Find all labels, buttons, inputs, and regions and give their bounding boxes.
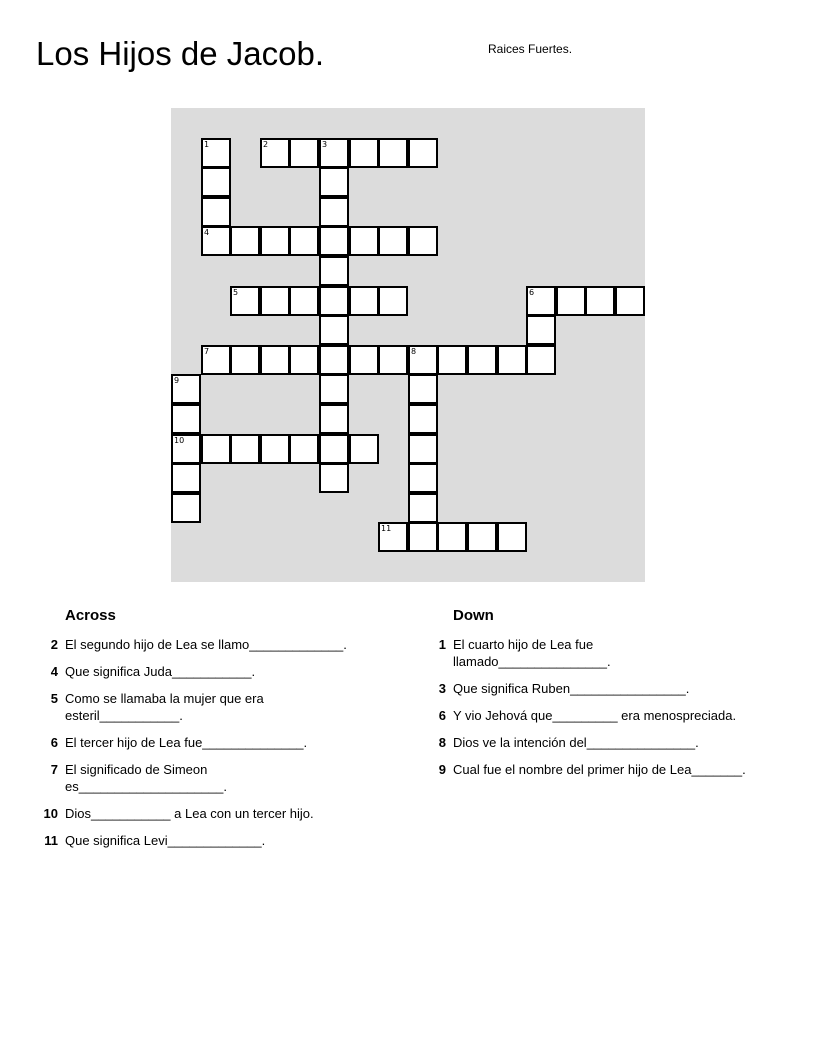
- crossword-cell[interactable]: [615, 286, 645, 316]
- crossword-cell[interactable]: [526, 315, 556, 345]
- crossword-cell[interactable]: [201, 345, 231, 375]
- crossword-cell[interactable]: [408, 374, 438, 404]
- clue-text: Como se llamaba la mujer que era esteril___________.: [65, 691, 264, 723]
- crossword-cell[interactable]: [319, 404, 349, 434]
- crossword-cell[interactable]: [260, 345, 290, 375]
- crossword-cell[interactable]: [467, 345, 497, 375]
- crossword-cell[interactable]: [319, 226, 349, 256]
- across-clue: [36, 761, 376, 795]
- down-heading: Down: [453, 607, 494, 624]
- crossword-cell[interactable]: [171, 374, 201, 404]
- crossword-cell[interactable]: [201, 226, 231, 256]
- cell-number: 8: [411, 347, 417, 356]
- crossword-cell[interactable]: [349, 286, 379, 316]
- crossword-cell[interactable]: [289, 138, 319, 168]
- clue-text: El segundo hijo de Lea se llamo_____________.: [65, 637, 347, 652]
- crossword-cell[interactable]: [201, 197, 231, 227]
- clue-text: Que significa Ruben________________.: [453, 681, 690, 696]
- crossword-cell[interactable]: [319, 315, 349, 345]
- cell-number: 2: [263, 140, 269, 149]
- crossword-cell[interactable]: [319, 167, 349, 197]
- clue-number: 11: [44, 833, 58, 848]
- crossword-cell[interactable]: [408, 345, 438, 375]
- clue-number: 4: [50, 664, 58, 679]
- crossword-cell[interactable]: [171, 493, 201, 523]
- crossword-cell[interactable]: [378, 138, 408, 168]
- across-clue: [36, 805, 376, 822]
- crossword-cell[interactable]: [171, 463, 201, 493]
- crossword-cell[interactable]: [201, 434, 231, 464]
- clue-number: 10: [43, 806, 58, 821]
- cell-number: 11: [381, 524, 392, 533]
- down-clue: [424, 734, 784, 751]
- crossword-cell[interactable]: [437, 345, 467, 375]
- crossword-cell[interactable]: [230, 286, 260, 316]
- crossword-cell[interactable]: [230, 434, 260, 464]
- cell-number: 9: [174, 376, 180, 385]
- crossword-grid: [171, 108, 645, 582]
- crossword-cell[interactable]: [171, 434, 201, 464]
- crossword-cell[interactable]: [319, 374, 349, 404]
- across-clues: [36, 606, 376, 859]
- down-clues: [424, 606, 784, 788]
- crossword-cell[interactable]: [319, 345, 349, 375]
- clue-text: Dios ve la intención del_______________.: [453, 735, 699, 750]
- crossword-cell[interactable]: [497, 522, 527, 552]
- crossword-cell[interactable]: [378, 286, 408, 316]
- across-clue: [36, 734, 376, 751]
- crossword-cell[interactable]: [289, 286, 319, 316]
- clue-number: 8: [438, 735, 446, 750]
- crossword-cell[interactable]: [171, 404, 201, 434]
- crossword-cell[interactable]: [437, 522, 467, 552]
- crossword-cell[interactable]: [349, 434, 379, 464]
- crossword-cell[interactable]: [260, 286, 290, 316]
- crossword-cell[interactable]: [378, 226, 408, 256]
- crossword-cell[interactable]: [585, 286, 615, 316]
- down-clue: [424, 761, 784, 778]
- clue-text: El tercer hijo de Lea fue______________.: [65, 735, 308, 750]
- clue-number: 5: [50, 691, 58, 706]
- crossword-cell[interactable]: [319, 138, 349, 168]
- clue-text: Y vio Jehová que_________ era menospreciada.: [453, 708, 737, 723]
- down-clue: [424, 636, 784, 670]
- crossword-cell[interactable]: [230, 226, 260, 256]
- crossword-cell[interactable]: [467, 522, 497, 552]
- across-heading: Across: [65, 607, 116, 624]
- crossword-cell[interactable]: [526, 345, 556, 375]
- crossword-cell[interactable]: [289, 345, 319, 375]
- clue-text: El cuarto hijo de Lea fue llamado_______________.: [453, 637, 611, 669]
- across-clue: [36, 690, 376, 724]
- crossword-cell[interactable]: [319, 197, 349, 227]
- crossword-cell[interactable]: [408, 493, 438, 523]
- crossword-cell[interactable]: [349, 138, 379, 168]
- crossword-cell[interactable]: [556, 286, 586, 316]
- cell-number: 10: [174, 436, 185, 445]
- page-title: Los Hijos de Jacob.: [36, 35, 324, 72]
- clue-number: 6: [438, 708, 446, 723]
- crossword-cell[interactable]: [319, 434, 349, 464]
- crossword-cell[interactable]: [319, 463, 349, 493]
- clue-number: 3: [438, 681, 446, 696]
- down-clue: [424, 680, 784, 697]
- clue-number: 6: [50, 735, 58, 750]
- across-clue: [36, 663, 376, 680]
- clue-text: Dios___________ a Lea con un tercer hijo.: [65, 806, 314, 821]
- down-clue: [424, 707, 784, 724]
- crossword-cell[interactable]: [319, 256, 349, 286]
- crossword-cell[interactable]: [378, 345, 408, 375]
- crossword-cell[interactable]: [260, 138, 290, 168]
- crossword-cell[interactable]: [289, 226, 319, 256]
- cell-number: 4: [204, 228, 210, 237]
- crossword-cell[interactable]: [497, 345, 527, 375]
- crossword-cell[interactable]: [408, 138, 438, 168]
- crossword-cell[interactable]: [319, 286, 349, 316]
- cell-number: 1: [204, 140, 210, 149]
- clue-text: Que significa Juda___________.: [65, 664, 256, 679]
- crossword-cell[interactable]: [408, 463, 438, 493]
- crossword-cell[interactable]: [201, 167, 231, 197]
- across-clue: [36, 636, 376, 653]
- crossword-cell[interactable]: [408, 434, 438, 464]
- crossword-cell[interactable]: [230, 345, 260, 375]
- crossword-cell[interactable]: [260, 434, 290, 464]
- clue-text: El significado de Simeon es____________________.: [65, 762, 227, 794]
- clue-number: 2: [50, 637, 58, 652]
- crossword-cell[interactable]: [349, 345, 379, 375]
- clue-text: Cual fue el nombre del primer hijo de Lea_______.: [453, 762, 746, 777]
- clue-number: 9: [438, 762, 446, 777]
- cell-number: 7: [204, 347, 210, 356]
- crossword-cell[interactable]: [201, 138, 231, 168]
- crossword-cell[interactable]: [349, 226, 379, 256]
- crossword-cell[interactable]: [408, 226, 438, 256]
- page-subtitle: Raices Fuertes.: [488, 42, 573, 56]
- clue-text: Que significa Levi_____________.: [65, 833, 266, 848]
- clue-number: 7: [50, 762, 58, 777]
- across-clue: [36, 832, 376, 849]
- clue-number: 1: [438, 637, 446, 652]
- cell-number: 3: [322, 140, 328, 149]
- crossword-cell[interactable]: [408, 522, 438, 552]
- crossword-cell[interactable]: [526, 286, 556, 316]
- crossword-cell[interactable]: [289, 434, 319, 464]
- crossword-cell[interactable]: [378, 522, 408, 552]
- cell-number: 5: [233, 288, 239, 297]
- cell-number: 6: [529, 288, 535, 297]
- crossword-cell[interactable]: [260, 226, 290, 256]
- crossword-cell[interactable]: [408, 404, 438, 434]
